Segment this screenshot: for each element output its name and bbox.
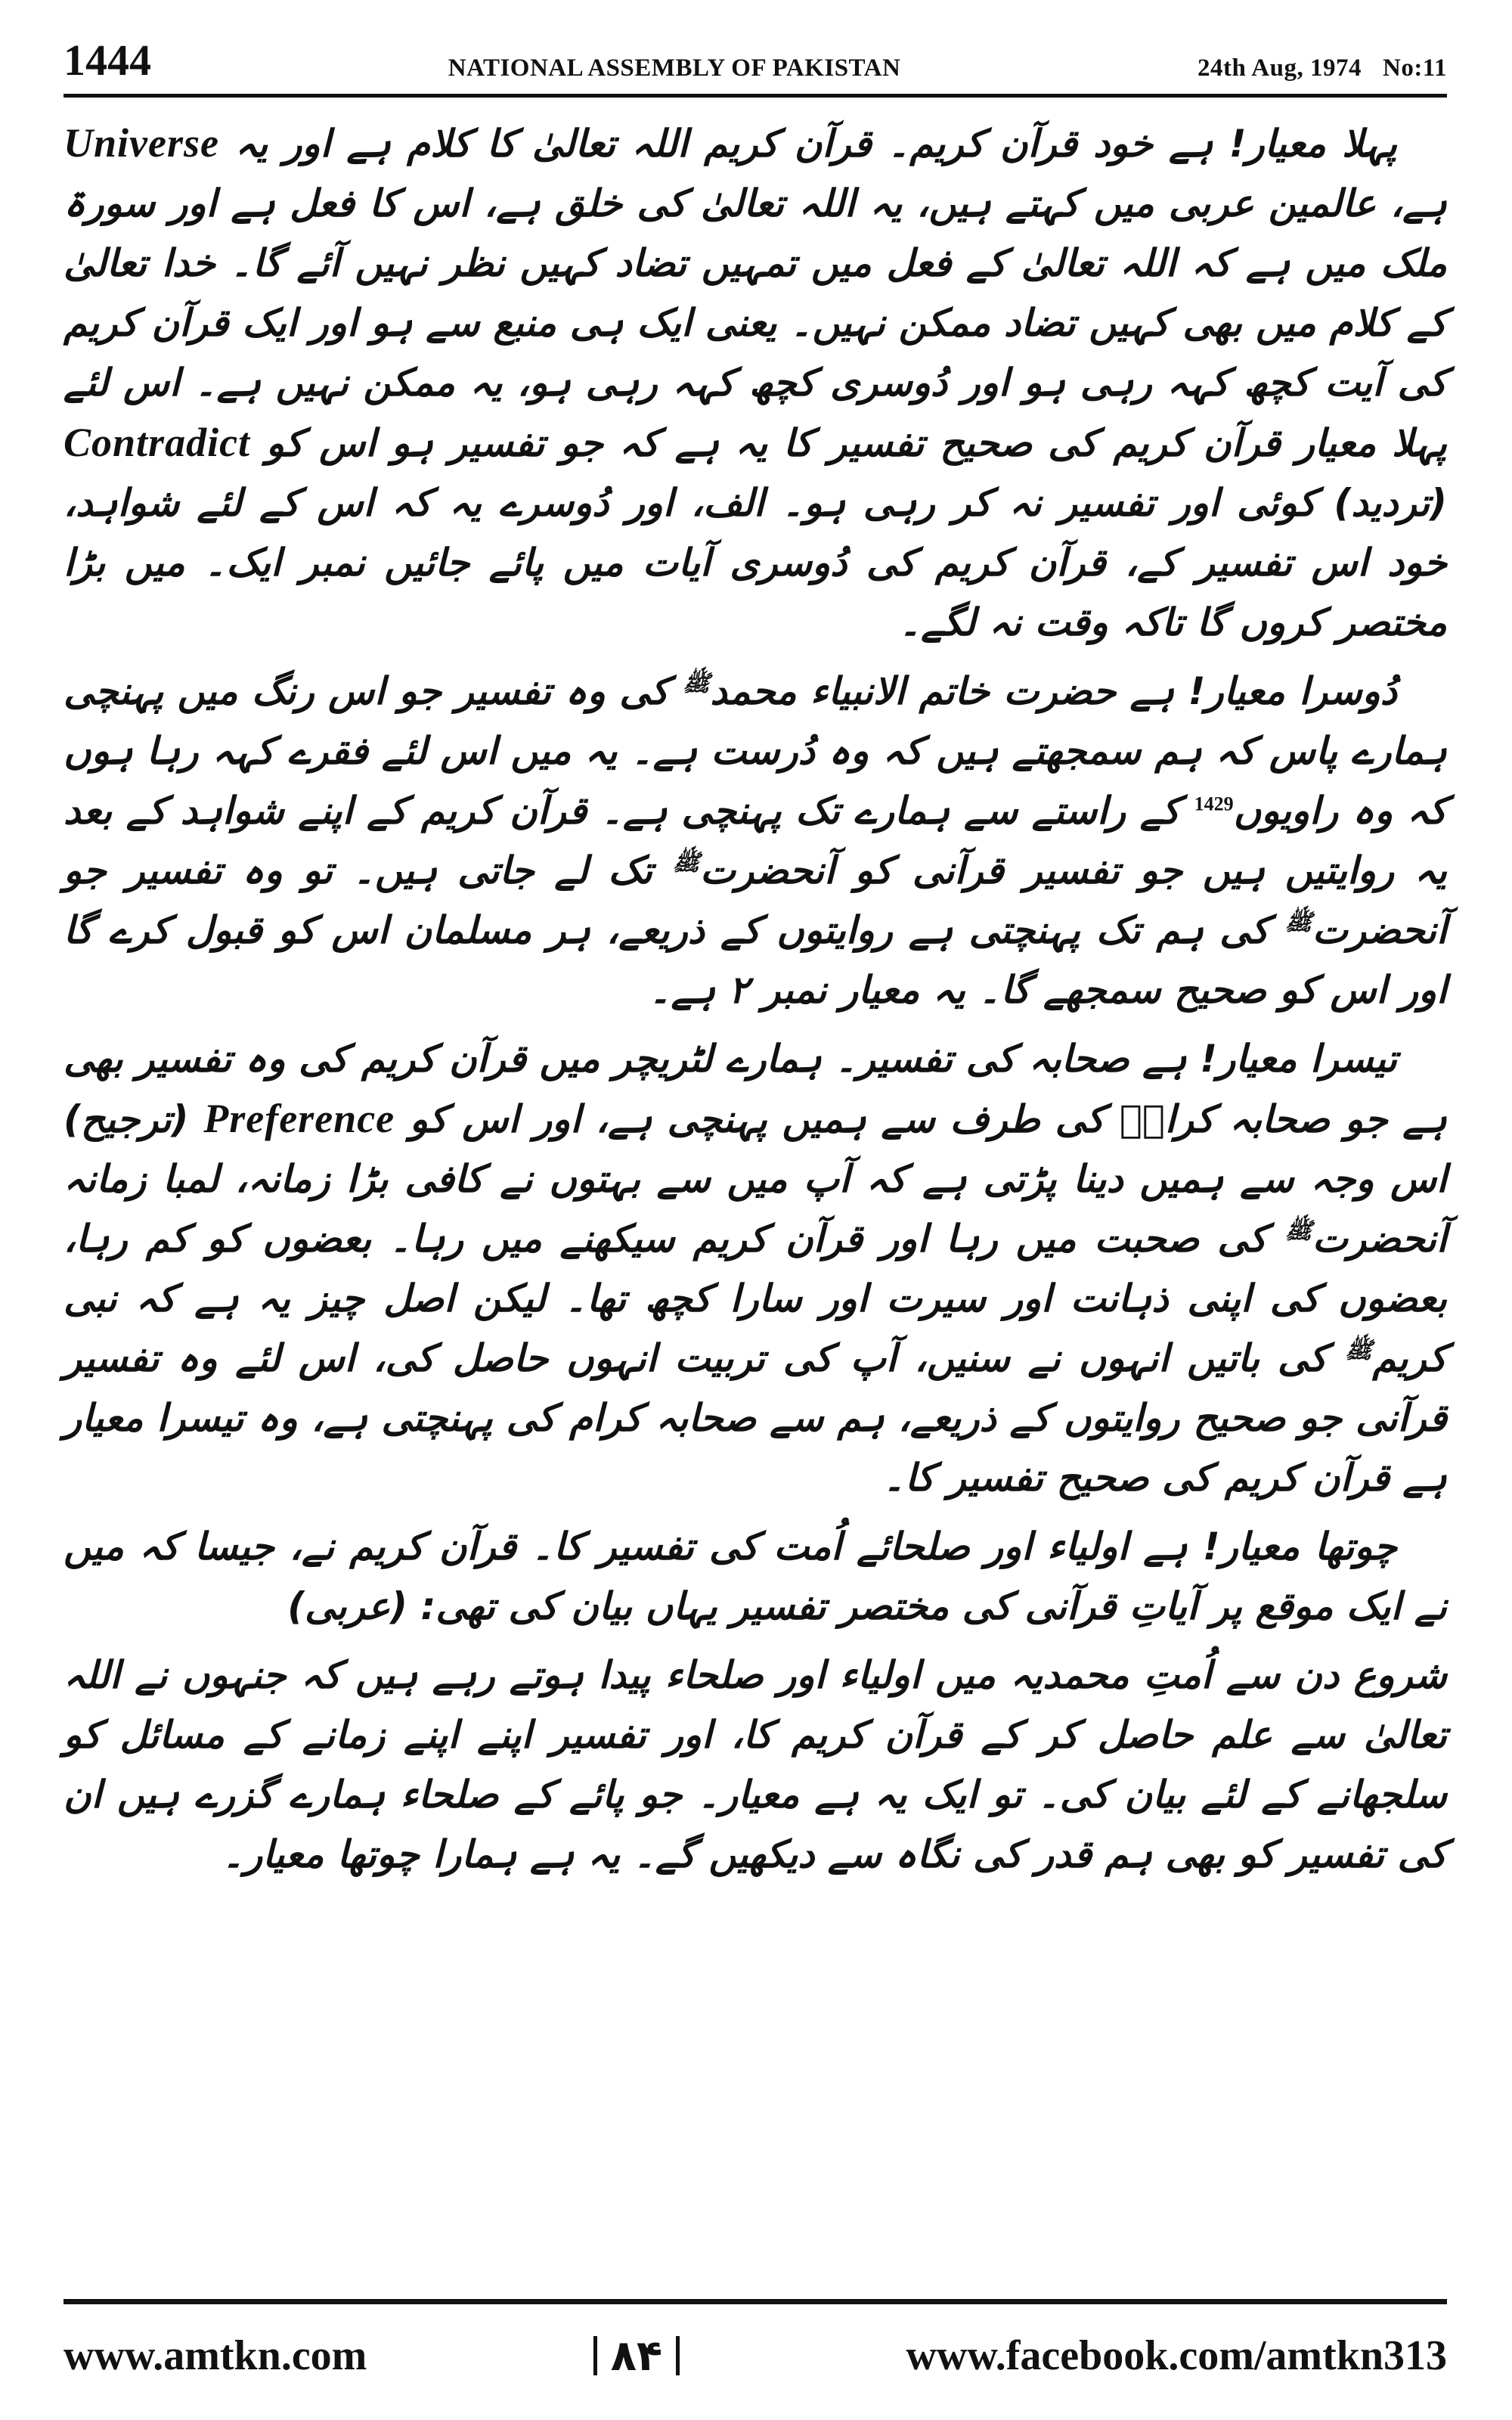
divider-bar	[676, 2336, 680, 2375]
text-run: ہے، عالمین عربی میں کہتے ہیں، یہ اللہ تعالیٰ کی خلق ہے، اس کا فعل ہے اور سورۃ ملک میں ہے کہ اللہ تعالیٰ کے فعل میں تمہیں تضاد کہیں نظر نہیں آئے گا۔ خدا تعالیٰ کے کلام میں بھی کہیں تضاد ممکن نہیں۔ یعنی ایک ہی منبع سے ہو اور ایک قرآن کریم کی آیت کچھ کہہ رہی ہو اور دُوسری کچھ کہہ رہی ہو، یہ ممکن نہیں ہے۔ اس لئے پہلا معیار قرآن کریم کی صحیح تفسیر کا یہ ہے کہ جو تفسیر ہو اس کو	[64, 182, 1448, 465]
salutation-glyph: ﷺ	[672, 849, 700, 876]
paragraph-third-standard	[64, 1029, 1447, 1508]
text-run: تیسرا معیار! ہے صحابہ کی تفسیر۔ ہمارے لٹریچر میں قرآن کریم کی وہ تفسیر بھی ہے جو صحابہ کرامؓ کی طرف سے ہمیں پہنچی ہے، اور اس کو	[64, 1037, 1448, 1141]
urdu-page-number: ۸۴	[610, 2331, 663, 2381]
session-date: 24th Aug, 1974	[1198, 54, 1362, 82]
paragraph-second-standard	[64, 662, 1447, 1020]
salutation-glyph: ﷺ	[683, 670, 711, 697]
text-run: پہلا معیار! ہے خود قرآن کریم۔ قرآن کریم اللہ تعالیٰ کا کلام ہے اور یہ	[218, 122, 1397, 166]
text-run: کی ہم تک پہنچتی ہے روایتوں کے ذریعے، ہر مسلمان اس کو قبول کرے گا اور اس کو صحیح سمجھے گا۔ یہ معیار نمبر ۲ ہے۔	[64, 908, 1447, 1012]
text-run: کی وہ تفسیر جو اس رنگ میں پہنچی ہمارے پاس کہ ہم سمجھتے ہیں کہ وہ دُرست ہے۔ یہ میں اس لئے فقرے کہہ رہا ہوں کہ وہ راویوں	[64, 669, 1448, 833]
header-meta	[1198, 53, 1447, 83]
website-link[interactable]: www.amtkn.com	[64, 2332, 367, 2379]
text-run: کی باتیں انہوں نے سنیں، آپ کی تربیت انہوں حاصل کی، اس لئے وہ تفسیر قرآنی جو صحیح روایتوں کے ذریعے، ہم سے صحابہ کرام کی پہنچتی ہے، وہ تیسرا معیار ہے قرآن کریم کی صحیح تفسیر کا۔	[64, 1336, 1447, 1500]
footer-page-number	[593, 2332, 680, 2381]
header-divider	[64, 94, 1447, 98]
english-term: Contradict	[64, 420, 251, 465]
page-body	[64, 113, 1447, 2276]
facebook-link[interactable]: www.facebook.com/amtkn313	[906, 2332, 1447, 2379]
page-header	[64, 23, 1447, 83]
text-run: تک لے جاتی ہیں۔ تو وہ تفسیر جو آنحضرت	[64, 849, 1447, 952]
salutation-glyph: ﷺ	[1345, 1337, 1373, 1364]
page-number: 1444	[64, 36, 151, 85]
publication-title: NATIONAL ASSEMBLY OF PAKISTAN	[448, 54, 901, 82]
text-run: (تردید) کوئی اور تفسیر نہ کر رہی ہو۔ الف، اور دُوسرے یہ کہ اس کے لئے شواہد، خود اس تفسیر کے، قرآن کریم کی دُوسری آیات میں پائے جائیں نمبر ایک۔ میں بڑا مختصر کروں گا تاکہ وقت نہ لگے۔	[64, 481, 1447, 644]
paragraph-saints-commentary: شروع دن سے اُمتِ محمدیہ میں اولیاء اور صلحاء پیدا ہوتے رہے ہیں کہ جنہوں نے اللہ تعالیٰ سے علم حاصل کر کے قرآن کریم کا، اور تفسیر اپنے اپنے زمانے کے مسائل کو سلجھانے کے لئے بیان کی۔ تو ایک یہ ہے معیار۔ جو پائے کے صلحاء ہمارے گزرے ہیں ان کی تفسیر کو بھی ہم قدر کی نگاہ سے دیکھیں گے۔ یہ ہے ہمارا چوتھا معیار۔	[64, 1653, 1447, 1876]
divider-bar	[593, 2336, 597, 2375]
text-run: دُوسرا معیار! ہے حضرت خاتم الانبیاء محمد	[710, 669, 1398, 713]
paragraph-fourth-standard: چوتھا معیار! ہے اولیاء اور صلحائے اُمت کی تفسیر کا۔ قرآن کریم نے، جیسا کہ میں نے ایک موقع پر آیاتِ قرآنی کی مختصر تفسیر یہاں بیان کی تھی: (عربی)	[64, 1525, 1447, 1628]
english-term: Universe	[64, 120, 219, 166]
salutation-glyph: ﷺ	[1284, 1218, 1312, 1245]
paragraph-first-standard	[64, 113, 1447, 653]
footnote-marker: 1429	[1194, 793, 1234, 815]
issue-number: No:11	[1382, 54, 1447, 82]
english-term: Preference	[203, 1096, 395, 1141]
text-run: کے راستے سے ہمارے تک پہنچی ہے۔ قرآن کریم کے اپنے شواہد کے بعد یہ روایتیں ہیں جو تفسیر قرآنی کو آنحضرت	[64, 789, 1447, 892]
footer-divider	[64, 2299, 1447, 2304]
page-footer	[64, 2322, 1447, 2390]
text-run: کی صحبت میں رہا اور قرآن کریم سیکھنے میں رہا۔ بعضوں کو کم رہا، بعضوں کی اپنی ذہانت اور سیرت اور سارا کچھ تھا۔ لیکن اصل چیز یہ ہے کہ نبی کریم	[64, 1217, 1447, 1380]
salutation-glyph: ﷺ	[1284, 909, 1312, 936]
text-run: (ترجیح) اس وجہ سے ہمیں دینا پڑتی ہے کہ آپ میں سے بہتوں نے کافی بڑا زمانہ، لمبا زمانہ آنحضرت	[64, 1097, 1447, 1261]
